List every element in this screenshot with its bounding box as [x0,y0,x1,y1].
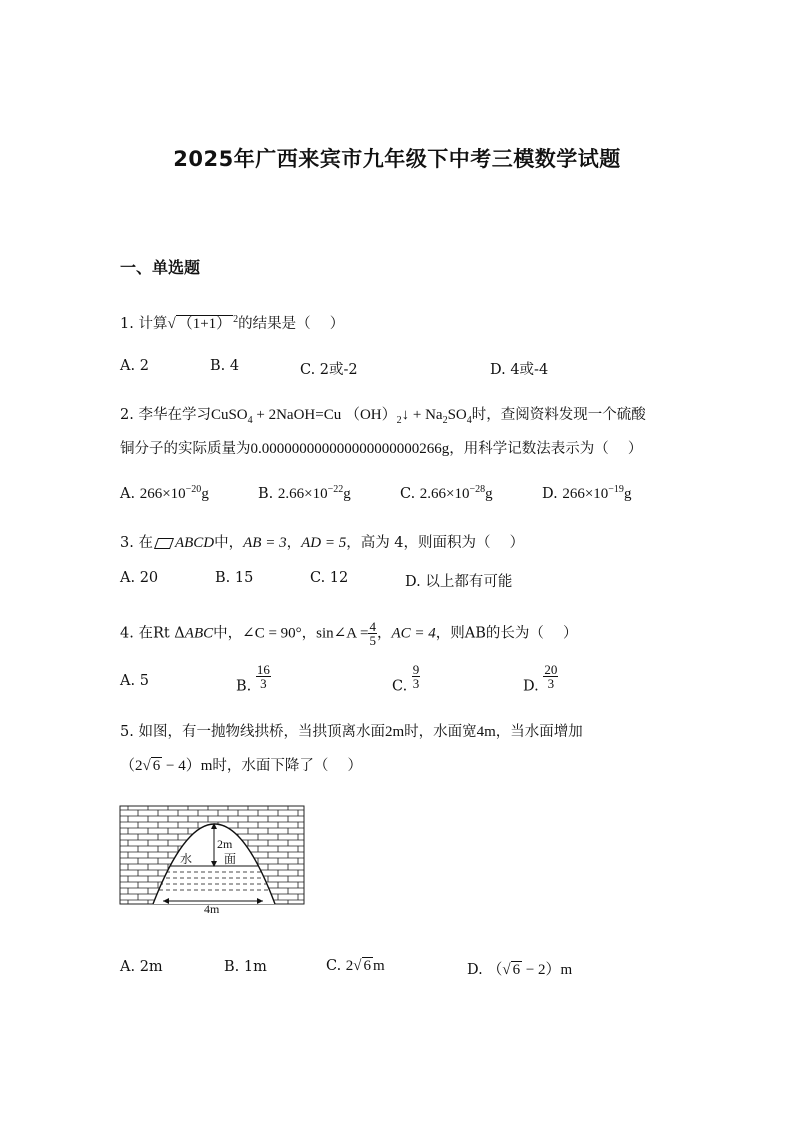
question-number: 4. [120,625,139,642]
question-number: 3. [120,535,139,551]
section-heading: 一、单选题 [120,258,201,277]
question-text: 计算 [138,316,168,332]
option-a[interactable]: A. 2 [120,358,149,374]
option-b[interactable]: B. 4 [210,358,240,374]
label-2m: 2m [217,837,233,851]
page-title: 2025年广西来宾市九年级下中考三模数学试题 [173,147,621,171]
question-text: 的结果是（ ） [238,316,345,332]
question-number: 2. [120,407,139,423]
question-3: 3. 在 ABCD中，AB = 3，AD = 5，高为 4，则面积为（ ） [120,535,525,551]
option-d[interactable]: D. $\frac{20}{3}$ [523,662,558,695]
parallelogram-icon [154,538,174,549]
option-c[interactable]: C. 2或-2 [300,362,358,378]
option-b[interactable]: B. $\frac{16}{3}$ [236,662,270,695]
arch-bridge-figure [118,804,308,914]
fraction: $\frac{4}{5}$ [369,619,376,648]
option-b[interactable]: B. $2.66\times 10^{-22}g$ [258,484,351,502]
label-4m: 4m [204,902,220,914]
option-c[interactable]: C. 2√ 6 m [326,958,385,974]
question-text: 李华在学习 [138,407,211,423]
label-water-1: 水 [180,852,193,866]
question-number: 1. [120,316,139,332]
option-b[interactable]: B. 15 [215,570,254,586]
option-d[interactable]: D. 以上都有可能 [405,574,513,590]
option-c[interactable]: C. $\frac{9}{3}$ [392,662,420,695]
question-1 [120,312,344,333]
mass-value: 0.000000000000000000000266g [250,441,450,457]
question-5-line-2: （2√ 6 − 4）m时，水面下降了（ ） [120,758,362,774]
math-expression: （2√ 6 − 4）m [120,758,213,774]
chemical-equation: CuSO$_4$ + 2NaOH=Cu $(OH)_2↓ + Na_2SO_4$ [210,407,472,426]
option-d[interactable]: D. 4或-4 [490,362,549,378]
question-text: 时，查阅资料发现一个硫酸 [471,407,646,423]
question-4: 4. 在Rt ΔABC中，∠C = 90°，sin∠A = $\frac{4}{5}$ ，AC = 4，则AB的长为（ ） [120,619,578,648]
sqrt-expression: √ （1+1） $^2$ [167,314,239,332]
option-a[interactable]: A. 5 [120,673,149,689]
question-5: 5. 如图，有一抛物线拱桥，当拱顶离水面2m时，水面宽4m，当水面增加 [120,724,583,740]
question-2 [120,403,646,426]
option-d[interactable]: D. $266\times 10^{-19}g$ [542,484,632,502]
option-b[interactable]: B. 1m [224,959,267,975]
option-c[interactable]: C. $2.66\times 10^{-28}g$ [400,484,493,502]
option-a[interactable]: A. $266\times 10^{-20}g$ [120,484,209,502]
option-a[interactable]: A. 20 [120,570,159,586]
option-a[interactable]: A. 2m [120,959,163,975]
question-number: 5. [120,724,139,740]
option-c[interactable]: C. 12 [310,570,349,586]
question-2-line-2: 铜分子的实际质量为0.000000000000000000000266g，用科学记数法表示为（ ） [120,441,643,457]
label-water-2: 面 [224,852,237,866]
option-d[interactable]: D. （√ 6 − 2）m [467,962,573,978]
